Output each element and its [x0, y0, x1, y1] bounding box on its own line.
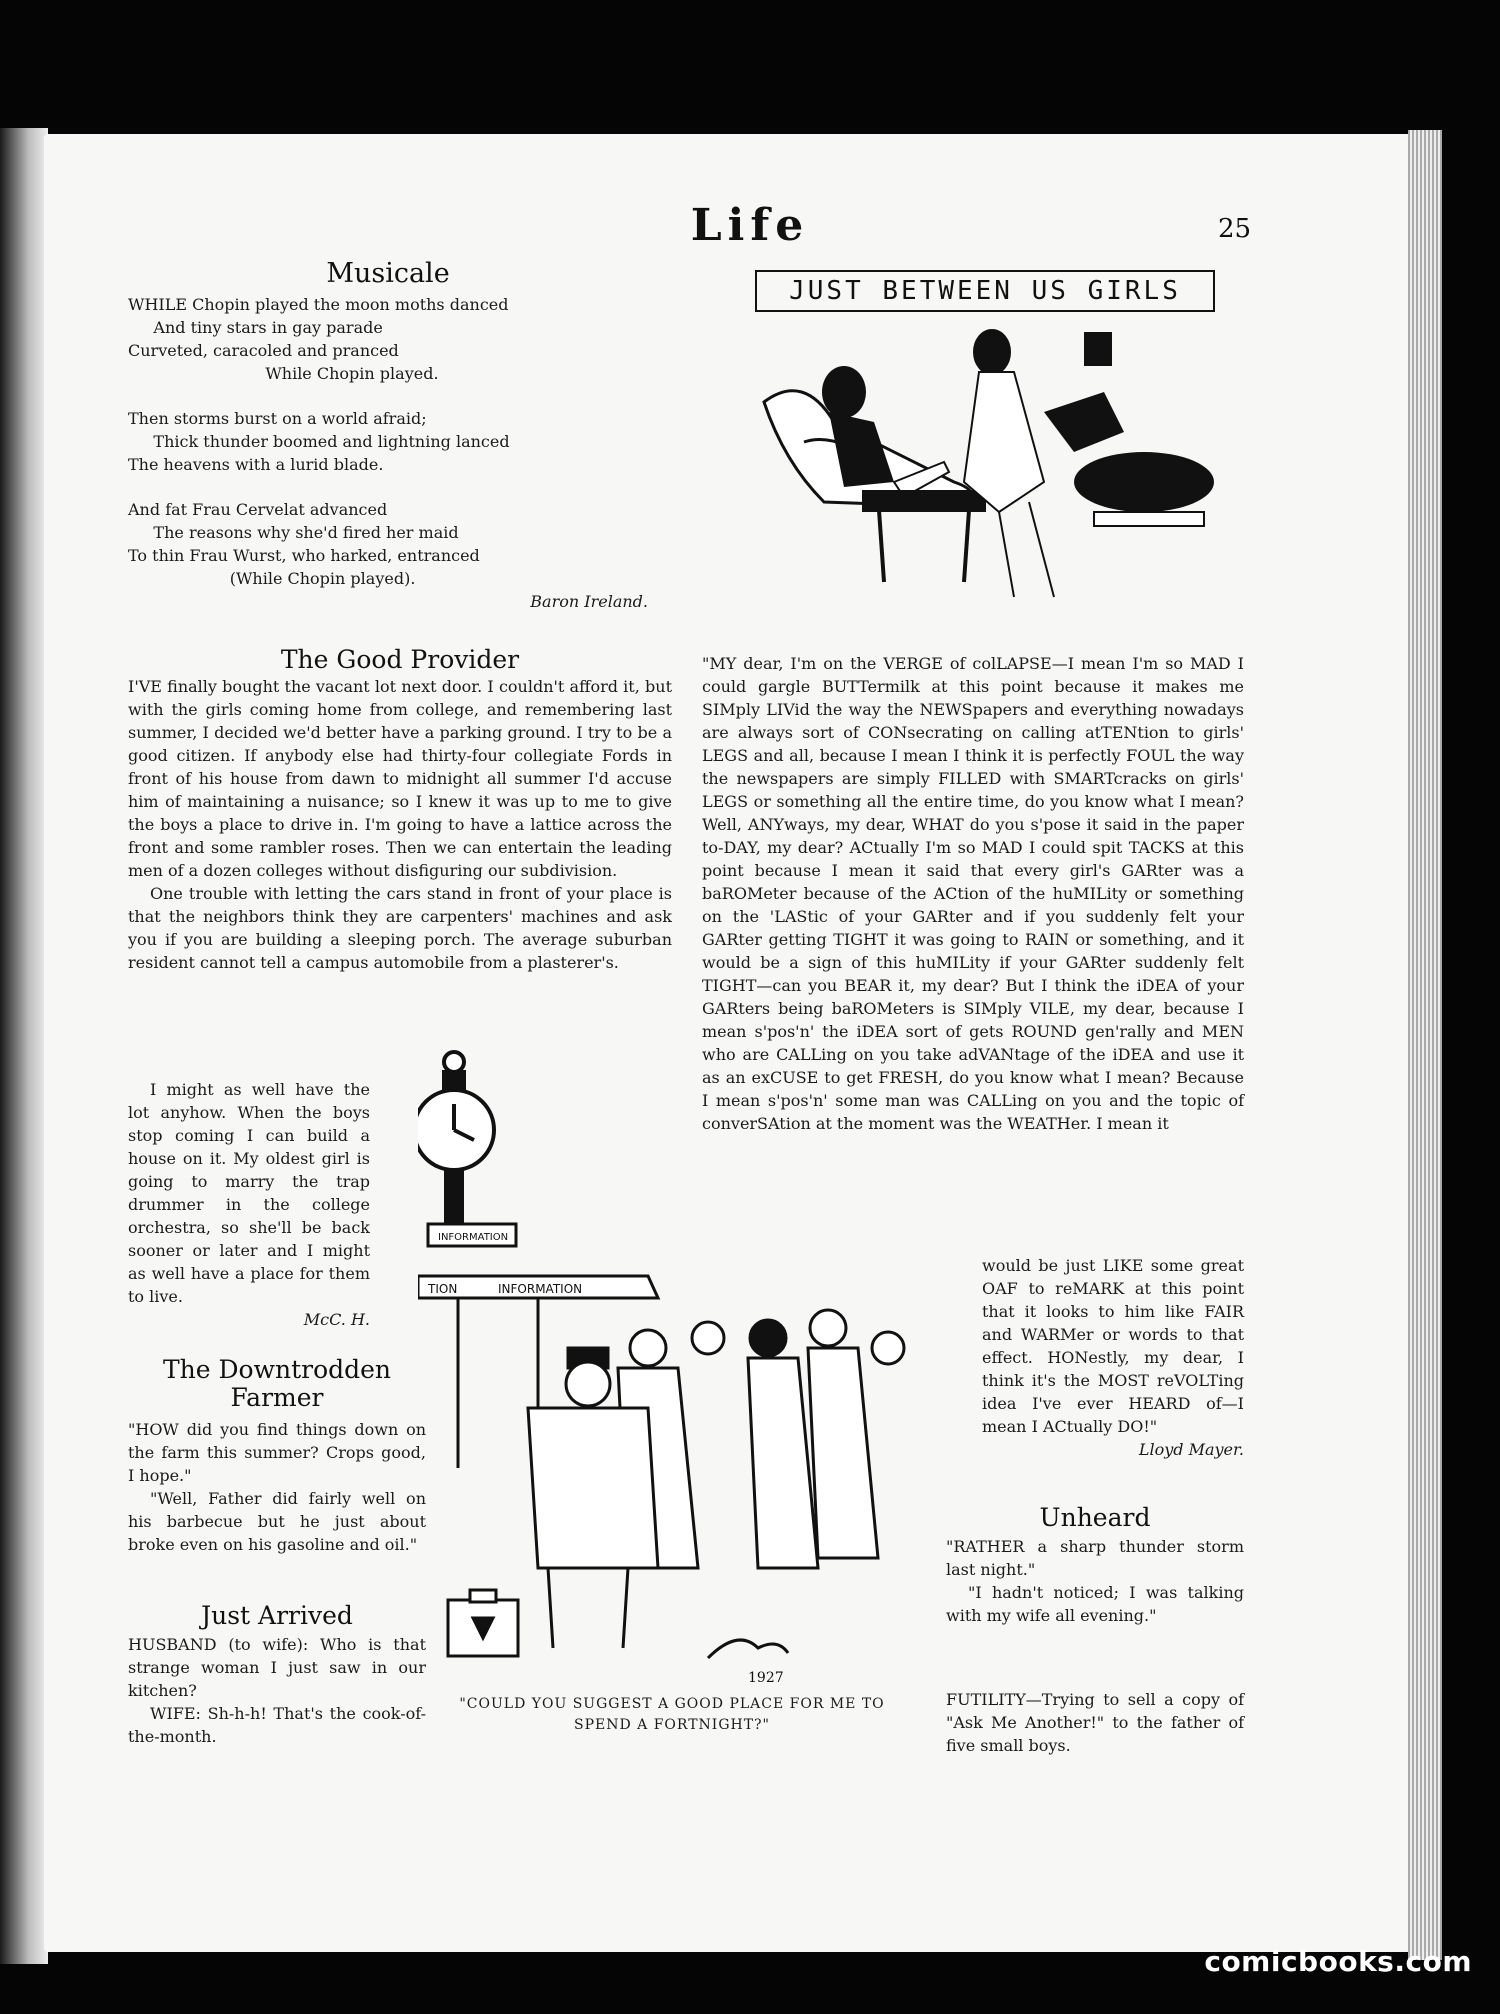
- poem-line: Curveted, caracoled and pranced: [128, 341, 399, 360]
- downtrodden-para: "HOW did you find things down on the farm this summer? Crops good, I hope.": [128, 1420, 426, 1485]
- good-provider-title: The Good Provider: [280, 645, 520, 674]
- monologue-para: "MY dear, I'm on the VERGE of colLAPSE—I mean I'm so MAD I could gargle BUTTermilk at this point because it makes me SIMply LIVid the way the NEWSpapers and everything nowadays are always sort of CONsecrating on calling atTENtion to girls' LEGS and all, because I mean I think it is perfectly FOUL the way the newspapers are simply FILLED with SMARTcracks on girls' LEGS or something all the entire time, do you know what I mean? Well, ANYways, my dear, WHAT do you s'pose it said in the paper to-DAY, my dear? ACtually I'm so MAD I could spit TACKS at this point because I mean it said that every girl's GARter was a baROMeter because of the ACtion of the huMILity or something on the 'LAStic of your GARter and if you suddenly felt your GARter getting TIGHT it was going to RAIN or something, and it would be a sign of this huMILity if your GARter suddenly felt TIGHT—can you BEAR it, my dear? But I think the iDEA of your GARters being baROMeters is SIMply VILE, my dear, because I mean s'pos'n' the iDEA sort of gets ROUND gen'rally and MEN who are CALLing on you take adVANtage of the iDEA and use it as an exCUSE to get FRESH, do you know what I mean? Because I mean s'pos'n' some man was CALLing on you and the topic of converSAtion at the moment was the WEATHer. I mean it: [702, 654, 1244, 1133]
- poem-line: The reasons why she'd fired her maid: [128, 523, 459, 542]
- poem-line: And fat Frau Cervelat advanced: [128, 500, 388, 519]
- poem-line: Then storms burst on a world afraid;: [128, 409, 427, 428]
- poem-line: While Chopin played.: [128, 364, 439, 383]
- good-provider-continued: [128, 1078, 370, 1331]
- monologue-continued: [982, 1254, 1244, 1461]
- musicale-stanza: [128, 407, 648, 476]
- monologue-section: [702, 652, 1244, 1135]
- musicale-stanza: [128, 498, 648, 590]
- signature-year: 1927: [748, 1670, 784, 1686]
- futility-section: [946, 1688, 1244, 1757]
- station-cartoon: [418, 1048, 926, 1738]
- downtrodden-para: "Well, Father did fairly well on his barbecue but he just about broke even on his gasoline and oil.": [128, 1489, 426, 1554]
- cartoon-caption: [418, 1694, 926, 1736]
- poem-line: (While Chopin played).: [128, 569, 416, 588]
- just-arrived-para: HUSBAND (to wife): Who is that strange woman I just saw in our kitchen?: [128, 1635, 426, 1700]
- comic-title: JUST BETWEEN US GIRLS: [789, 276, 1181, 306]
- comic-girls-illustration: [744, 312, 1226, 612]
- poem-line: And tiny stars in gay parade: [128, 318, 383, 337]
- futility-para: FUTILITY—Trying to sell a copy of "Ask Me Another!" to the father of five small boys.: [946, 1690, 1244, 1755]
- poem-line: Thick thunder boomed and lightning lanced: [128, 432, 510, 451]
- poem-line: WHILE Chopin played the moon moths danced: [128, 295, 509, 314]
- good-provider-para: I'VE finally bought the vacant lot next door. I couldn't afford it, but with the girls coming home from college, and remembering last summer, I decided we'd better have a parking ground. I try to be a good citizen. If anybody else had thirty-four collegiate Fords in front of his house from dawn to midnight all summer I'd accuse him of maintaining a nuisance; so I knew it was up to me to give the boys a place to drive in. I'm going to have a lattice across the front and some rambler roses. Then we can entertain the leading men of a dozen colleges without disfiguring our subdivision.: [128, 677, 672, 880]
- sign-text-3: INFORMATION: [498, 1282, 583, 1296]
- comic-title-box: [755, 270, 1215, 312]
- musicale-title: Musicale: [326, 258, 450, 289]
- sign-text-1: INFORMATION: [438, 1232, 509, 1243]
- downtrodden-title: The Downtrodden: [162, 1355, 392, 1384]
- site-watermark: comicbooks.com: [1204, 1945, 1472, 1978]
- unheard-title: Unheard: [1039, 1503, 1151, 1532]
- suitcase-icon: [448, 1590, 518, 1656]
- station-clock-icon: [418, 1052, 494, 1232]
- book-spine: [0, 128, 48, 1964]
- magazine-title: Life: [690, 200, 810, 251]
- unheard-para: "RATHER a sharp thunder storm last night.": [946, 1537, 1244, 1579]
- page-edge: [1408, 130, 1442, 1960]
- sign-text-2: TION: [428, 1282, 458, 1296]
- wall-frame-icon: [1084, 332, 1112, 366]
- monologue-para-tail: would be just LIKE some great OAF to reMARK at this point that it looks to him like FAIR and WARMer or words to that effect. HONestly, my dear, I think it's the MOST reVOLTing idea I've ever HEARD of—I mean I ACtually DO!": [982, 1256, 1244, 1436]
- station-illustration: [418, 1048, 926, 1688]
- downtrodden-title-2: Farmer: [230, 1383, 324, 1412]
- good-provider-para: One trouble with letting the cars stand in front of your place is that the neighbors think they are carpenters' machines and ask you if you are building a sleeping porch. The average suburban resident cannot tell a campus automobile from a plasterer's.: [128, 884, 672, 972]
- caption-line: "COULD YOU SUGGEST A GOOD PLACE FOR ME TO: [459, 1696, 885, 1712]
- armchair: [1044, 392, 1214, 526]
- crowd: [618, 1310, 904, 1568]
- page-number: 25: [1218, 214, 1252, 244]
- good-provider-section: [128, 645, 672, 974]
- unheard-para: "I hadn't noticed; I was talking with my wife all evening.": [946, 1583, 1244, 1625]
- standing-girl: [964, 330, 1054, 597]
- monologue-author: Lloyd Mayer.: [1138, 1440, 1244, 1459]
- musicale-stanza: [128, 293, 648, 385]
- artist-signature: [708, 1640, 788, 1686]
- downtrodden-section: [128, 1356, 426, 1556]
- info-sign-small: [428, 1224, 516, 1246]
- good-provider-para: I might as well have the lot anyhow. When the boys stop coming I can build a house on it. My oldest girl is going to marry the trap drummer in the college orchestra, so she'll be back sooner or later and I might as well have a place for them to live.: [128, 1080, 370, 1306]
- comic-girls-panel: [744, 266, 1226, 626]
- just-arrived-para: WIFE: Sh-h-h! That's the cook-of-the-month.: [128, 1704, 426, 1746]
- poem-line: The heavens with a lurid blade.: [128, 455, 384, 474]
- side-table: [864, 492, 984, 582]
- just-arrived-title: Just Arrived: [201, 1601, 353, 1630]
- just-arrived-section: [128, 1601, 426, 1748]
- musicale-section: [128, 258, 648, 613]
- caption-line: SPEND A FORTNIGHT?": [574, 1717, 770, 1733]
- good-provider-author: McC. H.: [303, 1310, 370, 1329]
- poem-line: To thin Frau Wurst, who harked, entranced: [128, 546, 480, 565]
- musicale-author: Baron Ireland.: [530, 592, 648, 611]
- unheard-section: [946, 1503, 1244, 1627]
